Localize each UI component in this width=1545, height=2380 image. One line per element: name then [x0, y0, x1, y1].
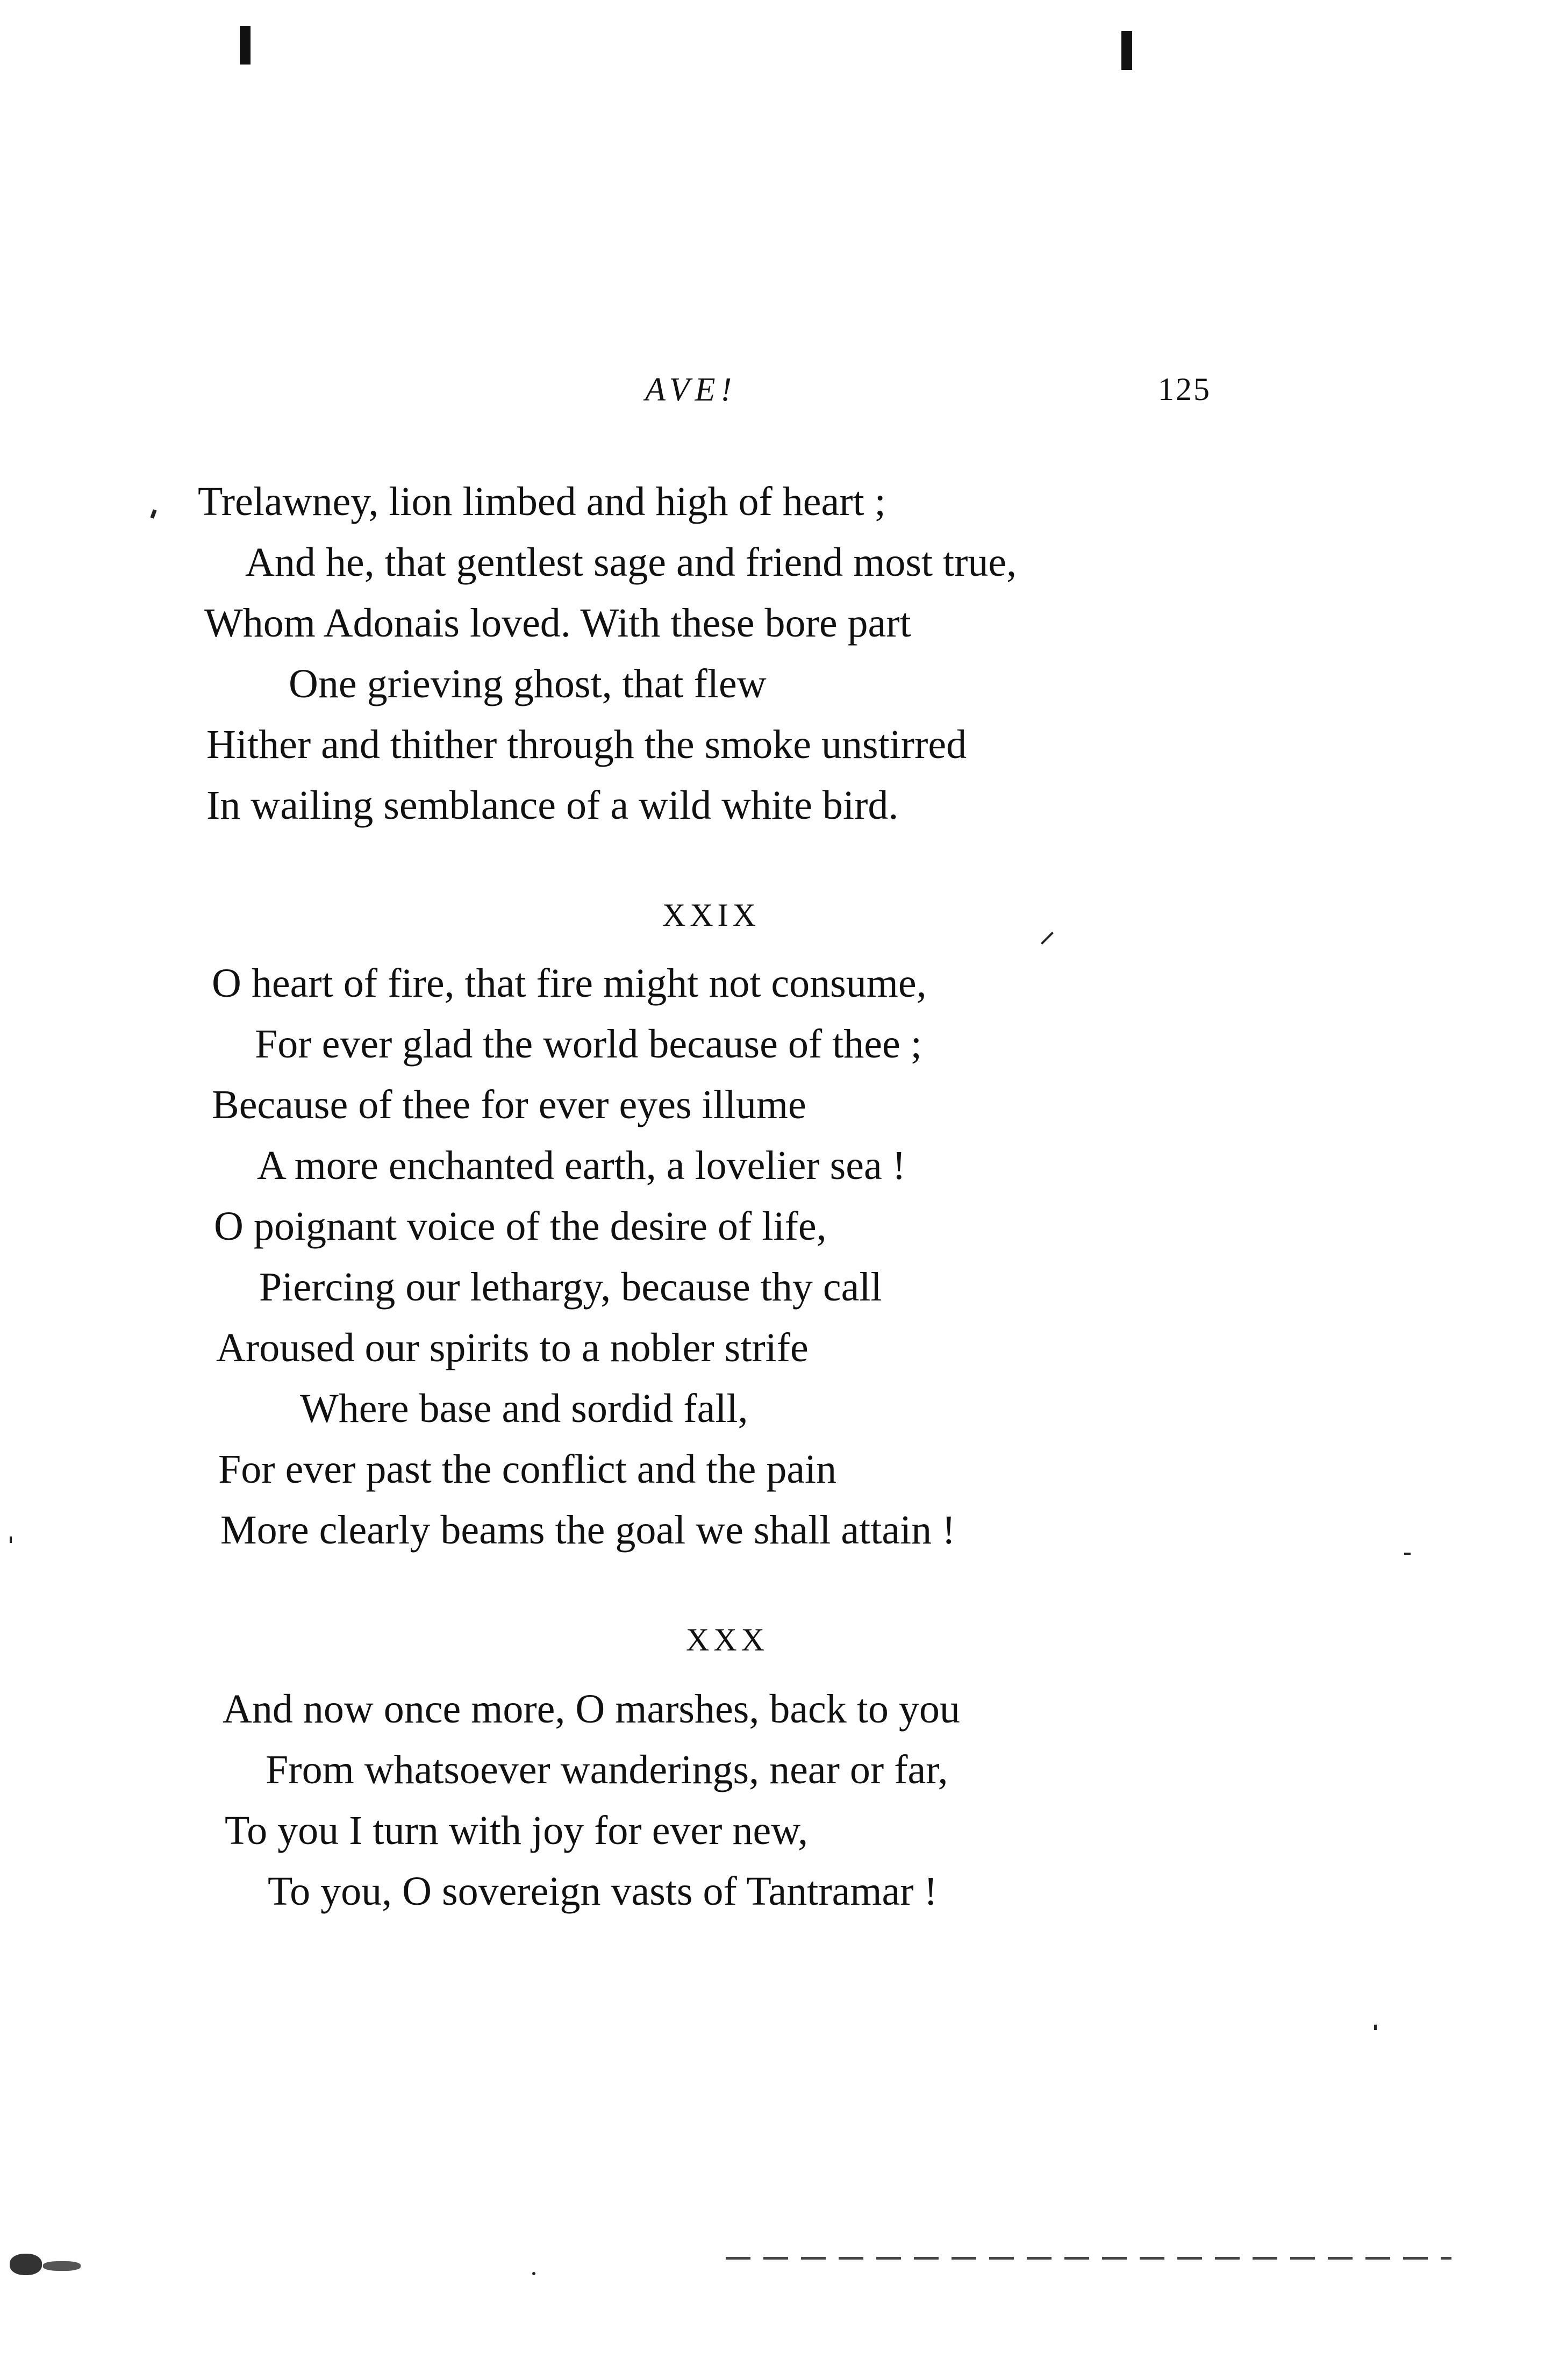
poem-line: One grieving ghost, that flew: [289, 661, 767, 706]
stanza-heading: XXIX: [662, 897, 760, 933]
poem-line: Trelawney, lion limbed and high of heart ;: [198, 479, 886, 524]
scan-speck: [10, 2254, 42, 2275]
scan-speck: [1374, 2025, 1377, 2030]
scan-registration-mark-right: [1121, 31, 1132, 70]
poem-line: Aroused our spirits to a nobler strife: [216, 1325, 809, 1370]
scan-speck: [150, 509, 156, 518]
scan-speck: [1404, 1553, 1411, 1555]
stanza-heading: XXX: [686, 1622, 769, 1657]
scan-speck: [532, 2272, 535, 2275]
poem-line: Hither and thither through the smoke unstirred: [206, 722, 967, 767]
poem-line: For ever glad the world because of thee ;: [255, 1021, 922, 1067]
poem-line: O heart of fire, that fire might not consume,: [212, 961, 927, 1006]
poem-line: From whatsoever wanderings, near or far,: [266, 1747, 948, 1792]
poem-line: To you, O sovereign vasts of Tantramar !: [268, 1869, 938, 1914]
poem-line: In wailing semblance of a wild white bird.: [206, 783, 899, 828]
running-head: AVE!: [645, 371, 738, 408]
scan-speck: [10, 1536, 12, 1543]
poem-line: And now once more, O marshes, back to you: [223, 1686, 960, 1732]
poem-line: To you I turn with joy for ever new,: [225, 1808, 809, 1853]
poem-line: O poignant voice of the desire of life,: [214, 1204, 827, 1249]
bottom-dash-rule: [726, 2257, 1451, 2260]
poem-line: Piercing our lethargy, because thy call: [259, 1264, 882, 1310]
scan-speck: [43, 2261, 81, 2271]
poem-line: More clearly beams the goal we shall attain !: [220, 1507, 956, 1553]
poem-line: A more enchanted earth, a lovelier sea !: [257, 1143, 906, 1188]
scan-speck: [1041, 932, 1054, 945]
page-number: 125: [1158, 371, 1211, 407]
poem-line: For ever past the conflict and the pain: [218, 1447, 837, 1492]
scan-registration-mark-left: [240, 26, 251, 65]
poem-line: Because of thee for ever eyes illume: [212, 1082, 806, 1127]
poem-line: And he, that gentlest sage and friend most true,: [245, 540, 1017, 585]
poem-line: Whom Adonais loved. With these bore part: [204, 601, 911, 646]
poem-line: Where base and sordid fall,: [300, 1386, 748, 1431]
